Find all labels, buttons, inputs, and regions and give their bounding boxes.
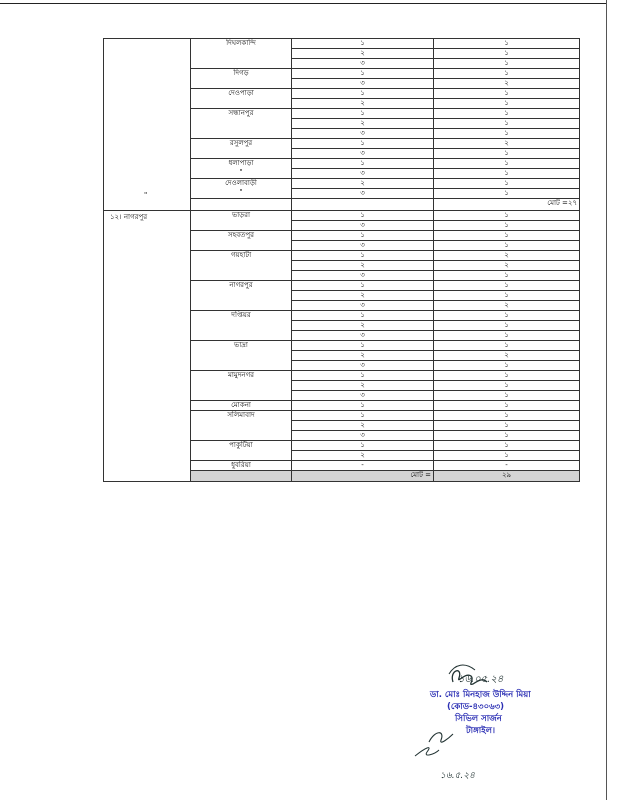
area-cell: ১২। নাগরপুর	[104, 211, 191, 482]
count-cell: ১	[434, 89, 580, 99]
count-cell: ১	[434, 361, 580, 371]
ward-number-cell: ১	[292, 341, 434, 351]
union-name-cell	[191, 371, 292, 401]
table-row	[104, 211, 580, 221]
signatory-code: (কোড-৪৩০৬৩)	[447, 702, 505, 712]
union-name: সহবতপুর	[227, 231, 255, 239]
count-cell: ১	[434, 231, 580, 241]
count-cell: ১	[434, 391, 580, 401]
union-name: ভাদ্রা	[234, 341, 248, 349]
count-cell: ১	[434, 119, 580, 129]
ward-number-cell: ১	[292, 39, 434, 49]
total-label-cell: মোট =	[292, 471, 434, 482]
ward-number-cell: ১	[292, 371, 434, 381]
count-cell: ২	[434, 351, 580, 361]
count-cell: ১	[434, 271, 580, 281]
count-cell: ১	[434, 49, 580, 59]
union-name-cell	[191, 441, 292, 461]
union-name: দিগড়	[233, 69, 249, 77]
total-cell: মোট =২৭	[434, 199, 580, 211]
union-name-cell	[191, 231, 292, 251]
ward-number-cell: ১	[292, 401, 434, 411]
signature-date-top: ১৬.০৫.২৪	[458, 674, 504, 685]
ward-number-cell: ২	[292, 261, 434, 271]
ward-number-cell: ৩	[292, 331, 434, 341]
count-cell: ১	[434, 321, 580, 331]
union-name: ধলাপাড়া	[228, 159, 254, 167]
union-name-cell	[191, 251, 292, 281]
union-name: মোকনা	[231, 401, 251, 409]
ward-number-cell: ২	[292, 321, 434, 331]
count-cell: ১	[434, 69, 580, 79]
count-cell: ১	[434, 221, 580, 231]
ward-number-cell: ৩	[292, 361, 434, 371]
ward-number-cell: ১	[292, 411, 434, 421]
union-name: রসুলপুর	[229, 139, 253, 147]
ward-number-cell: ১	[292, 311, 434, 321]
union-name-cell	[191, 411, 292, 441]
ward-number-cell: ১	[292, 89, 434, 99]
empty-cell	[292, 199, 434, 211]
ward-number-cell: ৩	[292, 271, 434, 281]
ward-number-cell: ২	[292, 421, 434, 431]
union-name: ভাড়রা	[231, 211, 251, 219]
ward-number-cell: ৩	[292, 189, 434, 199]
empty-cell	[191, 199, 292, 211]
count-cell: ১	[434, 371, 580, 381]
area-ditto-mark: "	[144, 191, 148, 199]
ward-number-cell: ১	[292, 281, 434, 291]
ditto-mark: "	[239, 188, 243, 196]
ward-number-cell: ১	[292, 441, 434, 451]
ward-number-cell: ৩	[292, 129, 434, 139]
ward-number-cell: ১	[292, 251, 434, 261]
ward-number-cell: ৩	[292, 149, 434, 159]
union-name-cell	[191, 211, 292, 231]
ward-number-cell: ১	[292, 231, 434, 241]
count-cell: ১	[434, 99, 580, 109]
count-cell: ২	[434, 301, 580, 311]
count-cell: ১	[434, 169, 580, 179]
count-cell: ১	[434, 59, 580, 69]
ward-number-cell: ২	[292, 49, 434, 59]
union-name-cell	[191, 179, 292, 199]
count-cell: ১	[434, 109, 580, 119]
count-cell: ১	[434, 39, 580, 49]
count-cell: ১	[434, 149, 580, 159]
ward-number-cell: ৩	[292, 391, 434, 401]
ward-number-cell: ৩	[292, 221, 434, 231]
union-name: দেওপাড়া	[228, 89, 254, 97]
ward-number-cell: ৩	[292, 79, 434, 89]
union-name: সলিমাবাদ	[227, 411, 255, 419]
count-cell: ১	[434, 431, 580, 441]
count-cell: ১	[434, 241, 580, 251]
ward-number-cell: ৩	[292, 241, 434, 251]
ward-number-cell: ১	[292, 159, 434, 169]
count-cell: ১	[434, 311, 580, 321]
count-cell: ১	[434, 401, 580, 411]
count-cell: ১	[434, 451, 580, 461]
top-border-line	[0, 3, 606, 4]
count-cell: ২	[434, 139, 580, 149]
union-name: দপ্তিয়র	[231, 311, 251, 319]
union-name-cell	[191, 341, 292, 371]
ward-number-cell: ২	[292, 99, 434, 109]
ward-number-cell: ৩	[292, 169, 434, 179]
ward-number-cell: -	[292, 461, 434, 471]
empty-cell	[191, 471, 292, 482]
signatory-name: ডা. মোঃ মিনহাজ উদ্দিন মিয়া	[430, 690, 531, 700]
union-name: পাকুটিয়া	[229, 441, 253, 449]
count-cell: ২	[434, 79, 580, 89]
union-name-cell	[191, 39, 292, 69]
count-cell: ১	[434, 291, 580, 301]
ward-number-cell: ১	[292, 139, 434, 149]
count-cell: -	[434, 461, 580, 471]
ward-number-cell: ২	[292, 179, 434, 189]
ward-number-cell: ২	[292, 291, 434, 301]
union-name-cell	[191, 109, 292, 139]
table-row	[104, 39, 580, 49]
union-name-cell	[191, 159, 292, 179]
count-cell: ১	[434, 421, 580, 431]
union-name-cell	[191, 89, 292, 109]
union-name-cell	[191, 281, 292, 311]
union-name: দিঘলকান্দি	[226, 39, 256, 47]
count-cell: ১	[434, 341, 580, 351]
union-name-cell	[191, 401, 292, 411]
ward-number-cell: ১	[292, 109, 434, 119]
ward-number-cell: ৩	[292, 59, 434, 69]
union-name: নাগরপুর	[229, 281, 253, 289]
ward-number-cell: ৩	[292, 301, 434, 311]
count-cell: ১	[434, 129, 580, 139]
ward-number-cell: ২	[292, 451, 434, 461]
count-cell: ১	[434, 441, 580, 451]
union-name: গয়হাটা	[230, 251, 252, 259]
signature-date-bottom: ১৬.৫.২৪	[440, 771, 475, 781]
ward-number-cell: ৩	[292, 431, 434, 441]
union-name-cell	[191, 461, 292, 471]
right-border-line	[606, 0, 607, 800]
count-cell: ২	[434, 251, 580, 261]
union-count-table	[103, 38, 580, 482]
total-value-cell: ২৯	[434, 471, 580, 482]
count-cell: ১	[434, 331, 580, 341]
union-name: ধুবরিয়া	[231, 461, 251, 469]
union-name-cell	[191, 69, 292, 89]
count-cell: ১	[434, 281, 580, 291]
count-cell: ২	[434, 261, 580, 271]
union-name: মামুদনগর	[227, 371, 255, 379]
count-cell: ১	[434, 189, 580, 199]
union-name: দেওলাবাড়ী	[225, 179, 257, 187]
union-name-cell	[191, 139, 292, 159]
count-cell: ১	[434, 381, 580, 391]
ditto-mark: "	[239, 168, 243, 176]
union-name-cell	[191, 311, 292, 341]
ward-number-cell: ২	[292, 351, 434, 361]
ward-number-cell: ২	[292, 119, 434, 129]
count-cell: ১	[434, 159, 580, 169]
ward-number-cell: ২	[292, 381, 434, 391]
area-cell	[104, 39, 191, 211]
signatory-place: টাঙ্গাইল।	[466, 726, 495, 736]
signatory-designation: সিভিল সার্জন	[455, 714, 502, 724]
ward-number-cell: ১	[292, 211, 434, 221]
count-cell: ১	[434, 211, 580, 221]
count-cell: ১	[434, 411, 580, 421]
union-name: সন্ধানপুর	[228, 109, 254, 117]
ward-number-cell: ১	[292, 69, 434, 79]
count-cell: ১	[434, 179, 580, 189]
